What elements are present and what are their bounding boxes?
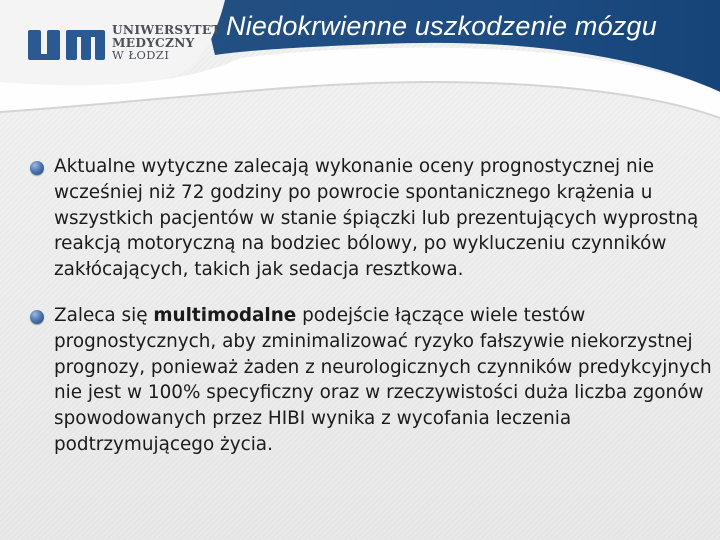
logo-line-2: MEDYCZNY [112, 35, 195, 50]
bullet-2-text-before: Zaleca się [54, 304, 154, 326]
bullet-2-text-after: podejście łączące wiele testów prognostycznych, aby zminimalizować ryzyko fałszywie niekorzystnej prognozy, ponieważ żaden z neurologicznych czynników predykcyjnych nie jest w 100% specyficzny oraz w rzeczywistości duża liczba zgonów spowodowanych przez HIBI wynika z wycofania leczenia podtrzymującego życia. [54, 304, 712, 455]
bullet-icon [30, 161, 44, 175]
bullet-text-2 [54, 305, 712, 455]
university-logo [28, 20, 221, 70]
university-logo-text [112, 24, 221, 62]
logo-line-1: UNIWERSYTET [112, 23, 221, 37]
bullet-icon [30, 310, 44, 324]
slide-title: Niedokrwienne uszkodzenie mózgu [226, 11, 657, 41]
logo-line-3: W ŁODZI [112, 48, 170, 62]
bullet-2-bold-term: multimodalne [153, 304, 297, 326]
bullet-item-2 [30, 303, 714, 458]
bullet-text-1: Aktualne wytyczne zalecają wykonanie oceny prognostycznej nie wcześniej niż 72 godziny po powrocie spontanicznego krążenia u wszystkich pacjentów w stanie śpiączki lub prezentujących wyprostną reakcją motoryczną na bodziec bólowy, po wykluczeniu czynników zakłócających, takich jak sedacja resztkowa. [54, 156, 699, 281]
um-logo-mark-icon [28, 20, 106, 70]
slide-content [30, 154, 714, 478]
bullet-item-1 [30, 154, 714, 283]
